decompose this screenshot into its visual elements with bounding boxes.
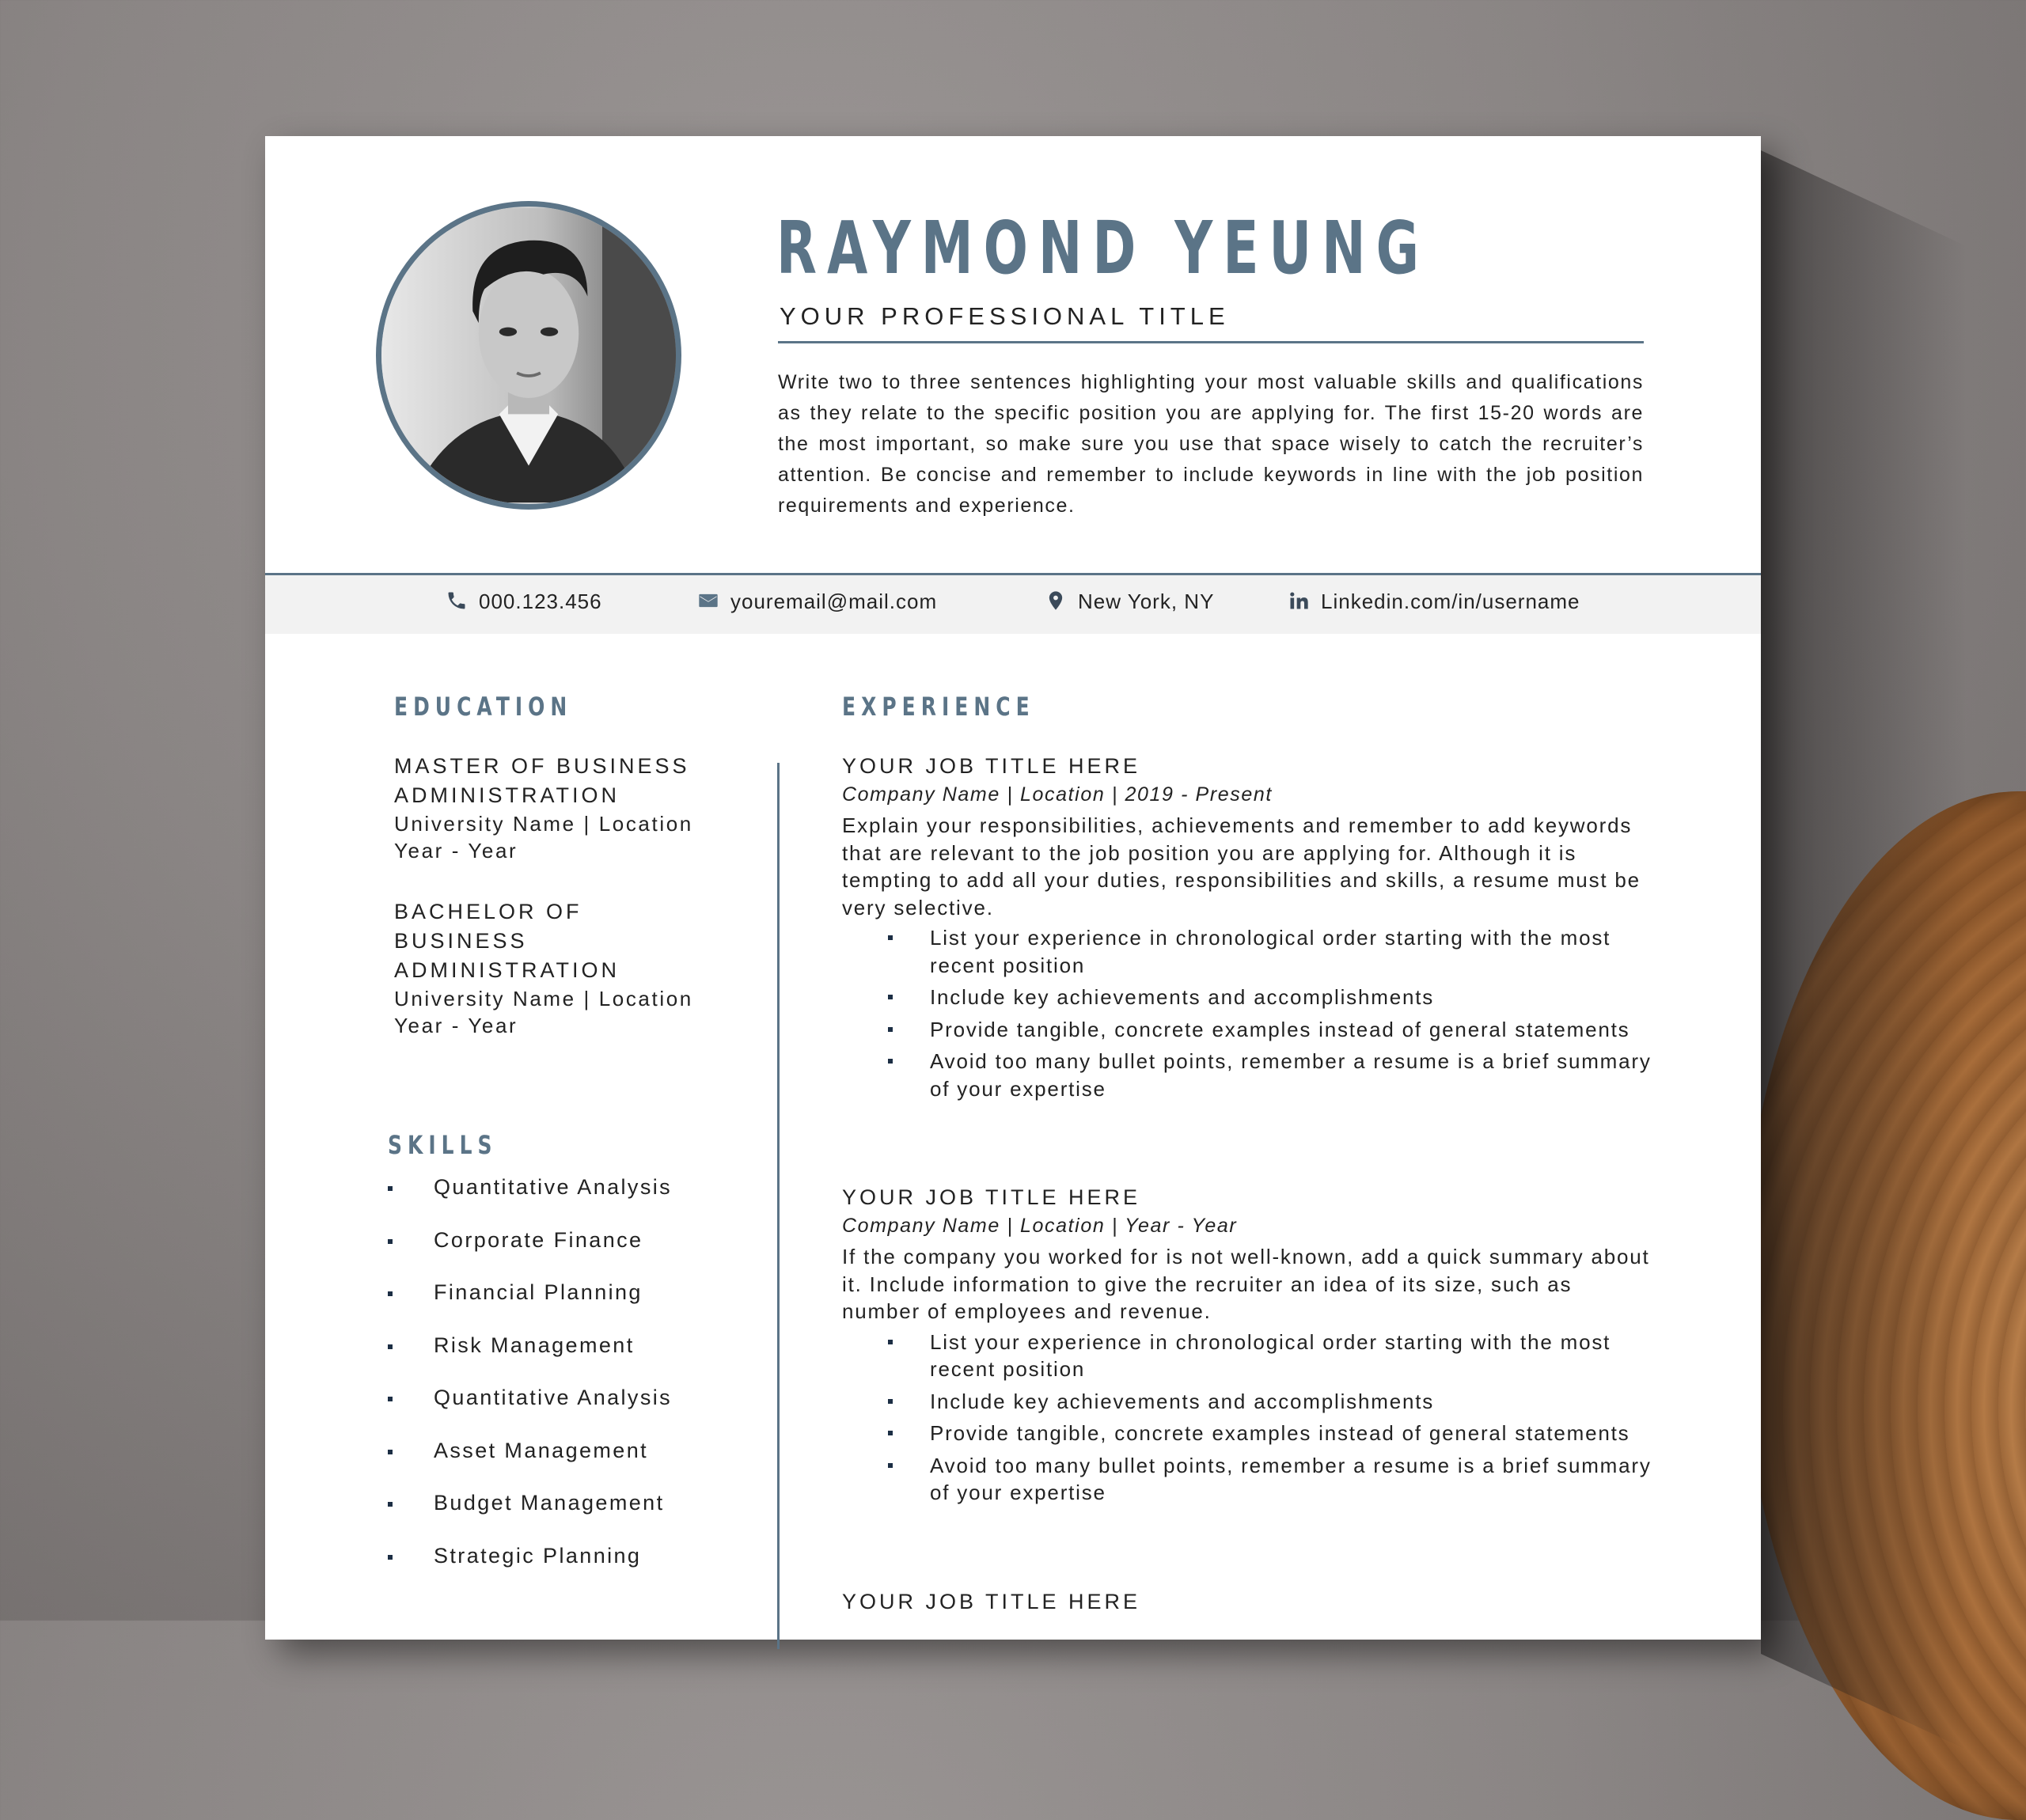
- job-bullets: [842, 1329, 1657, 1507]
- skill-text: Asset Management: [434, 1438, 649, 1462]
- bullet-square: [888, 1059, 893, 1064]
- title-divider: [778, 341, 1644, 343]
- phone-text: 000.123.456: [479, 590, 602, 613]
- skills-heading: SKILLS: [388, 1130, 498, 1160]
- skill-item: [388, 1439, 752, 1492]
- school-location: University Name | Location: [394, 987, 693, 1010]
- bullet-text: Include key achievements and accomplishments: [930, 985, 1435, 1009]
- job-bullet: [842, 1420, 1657, 1447]
- contact-linkedin[interactable]: [1288, 590, 1580, 614]
- profile-photo: [376, 201, 681, 510]
- skill-text: Strategic Planning: [434, 1543, 642, 1568]
- phone-icon: [446, 590, 468, 612]
- degree-title: MASTER OF BUSINESS ADMINISTRATION: [394, 754, 690, 807]
- job-bullet: [842, 1452, 1657, 1507]
- bullet-square: [888, 935, 893, 940]
- job-bullets: [842, 924, 1657, 1102]
- location-pin-icon: [1045, 590, 1067, 612]
- skill-text: Quantitative Analysis: [434, 1386, 673, 1409]
- job-title: YOUR JOB TITLE HERE: [842, 1185, 1141, 1209]
- bullet-text: Provide tangible, concrete examples instead of general statements: [930, 1017, 1630, 1041]
- job-description: Explain your responsibilities, achievements and remember to add keywords that are relevant to the job position you are applying for. Although it is tempting to add all your duties, responsibilities and skills, a resume must be very selective.: [842, 813, 1641, 919]
- job-entry: [842, 1183, 1657, 1511]
- portrait-image: [381, 207, 676, 504]
- email-icon: [697, 590, 719, 612]
- job-bullet: [842, 1016, 1657, 1044]
- bullet-square: [388, 1344, 393, 1349]
- email-text: youremail@mail.com: [730, 590, 938, 613]
- bullet-text: Provide tangible, concrete examples instead of general statements: [930, 1421, 1630, 1445]
- bullet-square: [888, 1340, 893, 1344]
- job-entry: [842, 1587, 1657, 1616]
- skill-text: Risk Management: [434, 1333, 635, 1357]
- bullet-text: Avoid too many bullet points, remember a resume is a brief summary of your expertise: [930, 1453, 1652, 1504]
- degree-title: BACHELOR OF BUSINESS ADMINISTRATION: [394, 900, 620, 982]
- location-text: New York, NY: [1078, 590, 1215, 613]
- column-divider: [777, 763, 780, 1649]
- job-company: Company Name | Location | 2019 - Present: [842, 783, 1273, 806]
- skill-item: [388, 1333, 752, 1386]
- skill-item: [388, 1386, 752, 1439]
- bullet-text: Avoid too many bullet points, remember a resume is a brief summary of your expertise: [930, 1049, 1652, 1101]
- job-bullet: [842, 1388, 1657, 1416]
- education-entry: [394, 897, 693, 1039]
- bullet-square: [888, 1463, 893, 1468]
- skill-item: [388, 1175, 752, 1228]
- linkedin-icon: [1288, 590, 1310, 612]
- job-bullet: [842, 984, 1657, 1011]
- bullet-text: Include key achievements and accomplishments: [930, 1389, 1435, 1413]
- bullet-square: [388, 1555, 393, 1560]
- bullet-square: [388, 1502, 393, 1507]
- skill-text: Corporate Finance: [434, 1227, 643, 1252]
- school-location: University Name | Location: [394, 812, 693, 836]
- bullet-square: [388, 1450, 393, 1454]
- bullet-square: [388, 1291, 393, 1296]
- bullet-square: [388, 1397, 393, 1401]
- bullet-text: List your experience in chronological order starting with the most recent position: [930, 926, 1611, 977]
- skill-text: Budget Management: [434, 1491, 665, 1515]
- skill-text: Financial Planning: [434, 1280, 643, 1304]
- job-bullet: [842, 924, 1657, 979]
- bullet-square: [888, 995, 893, 999]
- linkedin-text: Linkedin.com/in/username: [1321, 590, 1580, 613]
- skills-list: [388, 1175, 752, 1596]
- summary-paragraph: Write two to three sentences highlighting your most valuable skills and qualifications as they relate to the specific position you are applying for. The first 15-20 words are the most important, so make sure you use that space wisely to catch the recruiter’s attention. Be concise and remember to include keywords in line with the job position requirements and experience.: [778, 371, 1644, 517]
- education-entry: [394, 752, 742, 864]
- bullet-square: [888, 1399, 893, 1404]
- job-title: YOUR JOB TITLE HERE: [842, 754, 1141, 778]
- skill-item: [388, 1280, 752, 1333]
- bullet-square: [888, 1431, 893, 1435]
- contact-email[interactable]: [697, 590, 937, 614]
- education-years: Year - Year: [394, 1014, 518, 1037]
- experience-heading: EXPERIENCE: [842, 692, 1035, 722]
- skill-text: Quantitative Analysis: [434, 1175, 673, 1199]
- job-description: If the company you worked for is not well-known, add a quick summary about it. Include information to give the recruiter an idea of its size, such as number of employees and revenue.: [842, 1245, 1650, 1323]
- job-entry: [842, 752, 1657, 1107]
- education-years: Year - Year: [394, 839, 518, 863]
- education-heading: EDUCATION: [394, 692, 573, 722]
- bullet-square: [388, 1186, 393, 1191]
- candidate-name: RAYMOND YEUNG: [776, 206, 1429, 290]
- professional-title: YOUR PROFESSIONAL TITLE: [780, 302, 1230, 330]
- contact-bar: [265, 573, 1761, 634]
- page-shadow: [1761, 150, 1967, 1750]
- skill-item: [388, 1491, 752, 1544]
- job-bullet: [842, 1329, 1657, 1383]
- job-company: Company Name | Location | Year - Year: [842, 1215, 1238, 1237]
- contact-phone[interactable]: [446, 590, 602, 614]
- bullet-square: [888, 1027, 893, 1032]
- bullet-text: List your experience in chronological order starting with the most recent position: [930, 1329, 1611, 1381]
- skill-item: [388, 1228, 752, 1281]
- job-bullet: [842, 1048, 1657, 1102]
- job-title: YOUR JOB TITLE HERE: [842, 1590, 1141, 1613]
- bullet-square: [388, 1239, 393, 1244]
- contact-location[interactable]: [1045, 590, 1214, 614]
- resume-page: [265, 136, 1761, 1640]
- skill-item: [388, 1544, 752, 1597]
